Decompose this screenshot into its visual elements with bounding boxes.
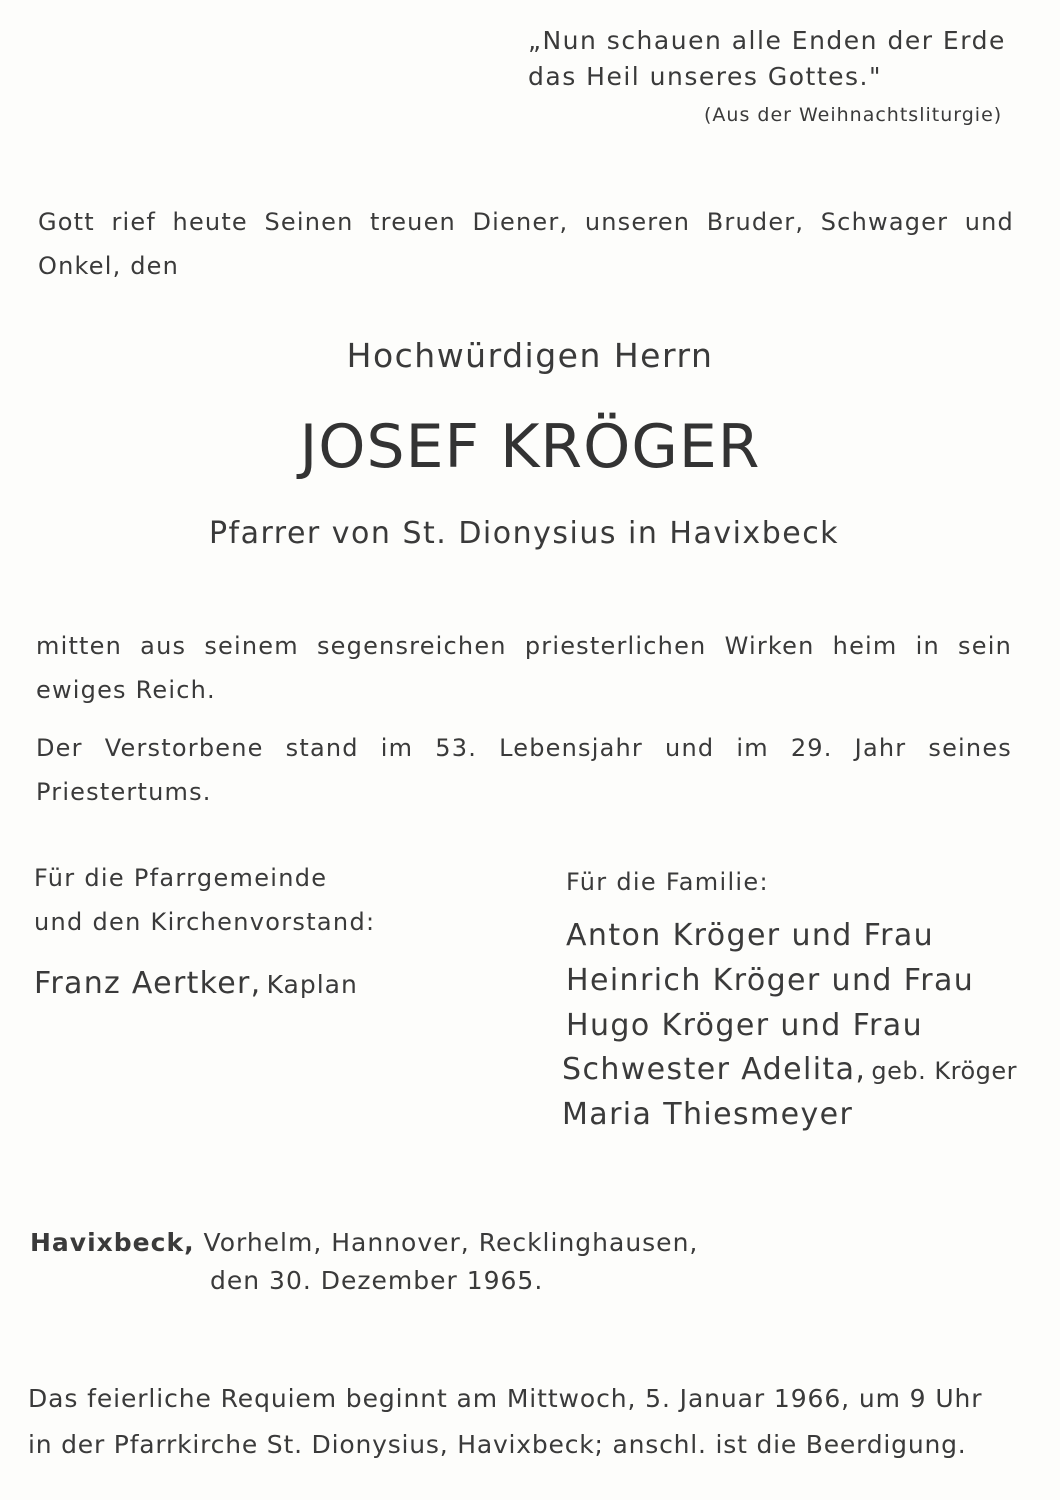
family-member: [566, 1008, 923, 1043]
family-member-note: geb. Kröger: [871, 1057, 1018, 1085]
parish-signer-role: Kaplan: [266, 970, 358, 999]
deceased-name: JOSEF KRÖGER: [299, 412, 761, 482]
family-member-name: Schwester Adelita,: [562, 1052, 867, 1087]
date-line: den 30. Dezember 1965.: [210, 1266, 544, 1295]
honorific: Hochwürdigen Herrn: [346, 336, 714, 375]
requiem-line-2: in der Pfarrkirche St. Dionysius, Havixbeck; anschl. ist die Beerdigung.: [28, 1430, 967, 1459]
family-member: [566, 918, 934, 953]
place-line: [30, 1228, 698, 1257]
places-other: Vorhelm, Hannover, Recklinghausen,: [203, 1228, 699, 1257]
family-member-name: Maria Thiesmeyer: [562, 1097, 854, 1132]
parish-label-line-2: und den Kirchenvorstand:: [34, 908, 376, 936]
deceased-office: Pfarrer von St. Dionysius in Havixbeck: [208, 516, 840, 551]
family-label: Für die Familie:: [566, 868, 769, 896]
requiem-line-1: Das feierliche Requiem beginnt am Mittwoch, 5. Januar 1966, um 9 Uhr: [28, 1384, 983, 1413]
family-member-name: Hugo Kröger und Frau: [566, 1008, 923, 1043]
epigraph-source: (Aus der Weihnachtsliturgie): [704, 104, 1003, 126]
family-member: [562, 1052, 1017, 1087]
epigraph-line-2: das Heil unseres Gottes.": [528, 62, 882, 91]
intro-paragraph: Gott rief heute Seinen treuen Diener, unseren Bruder, Schwager und Onkel, den: [38, 208, 1014, 280]
family-member: [566, 963, 974, 998]
body-paragraph-1: mitten aus seinem segensreichen priesterlichen Wirken heim in sein ewiges Reich.: [36, 632, 1012, 704]
parish-signer: [34, 966, 358, 1001]
parish-label-line-1: Für die Pfarrgemeinde: [34, 864, 328, 892]
family-member: [562, 1097, 853, 1132]
place-primary: Havixbeck,: [30, 1228, 195, 1257]
body-paragraph-2: Der Verstorbene stand im 53. Lebensjahr und im 29. Jahr seines Priestertums.: [36, 734, 1012, 806]
epigraph-line-1: „Nun schauen alle Enden der Erde: [528, 26, 1006, 55]
parish-signer-name: Franz Aertker,: [34, 966, 262, 1001]
family-member-name: Anton Kröger und Frau: [566, 918, 935, 953]
family-member-name: Heinrich Kröger und Frau: [566, 963, 975, 998]
